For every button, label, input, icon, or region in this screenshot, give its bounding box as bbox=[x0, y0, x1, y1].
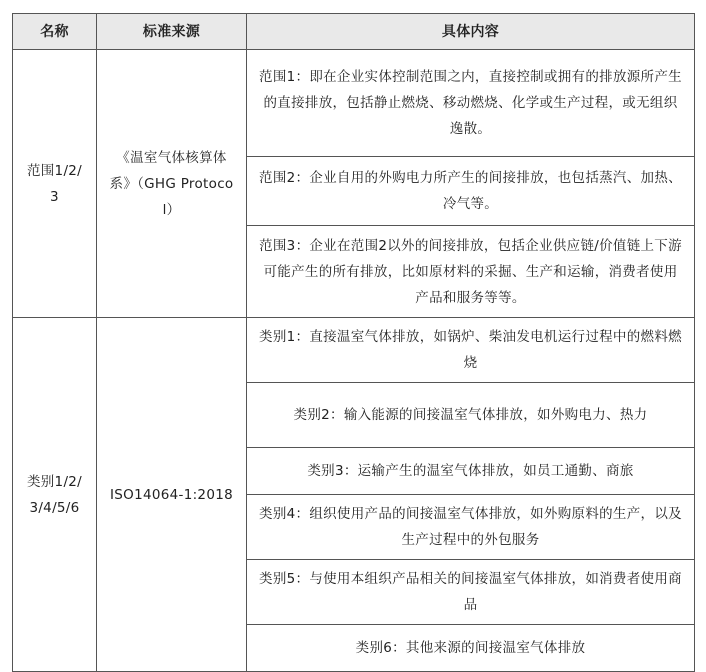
header-source: 标准来源 bbox=[97, 14, 247, 50]
group-name: 范围1/2/3 bbox=[13, 50, 97, 318]
content-cell: 类别2：输入能源的间接温室气体排放，如外购电力、热力 bbox=[247, 383, 695, 448]
header-name: 名称 bbox=[13, 14, 97, 50]
header-content: 具体内容 bbox=[247, 14, 695, 50]
group-name: 类别1/2/3/4/5/6 bbox=[13, 318, 97, 672]
header-row bbox=[13, 14, 695, 50]
group-source: 《温室气体核算体系》（GHG Protocol） bbox=[97, 50, 247, 318]
content-cell: 类别6：其他来源的间接温室气体排放 bbox=[247, 625, 695, 672]
content-cell: 范围3：企业在范围2以外的间接排放，包括企业供应链/价值链上下游可能产生的所有排放，比如原材料的采掘、生产和运输，消费者使用产品和服务等等。 bbox=[247, 226, 695, 318]
content-cell: 范围2：企业自用的外购电力所产生的间接排放，也包括蒸汽、加热、冷气等。 bbox=[247, 157, 695, 226]
content-cell: 类别1：直接温室气体排放，如锅炉、柴油发电机运行过程中的燃料燃烧 bbox=[247, 318, 695, 383]
group-source: ISO14064-1:2018 bbox=[97, 318, 247, 672]
content-cell: 类别5：与使用本组织产品相关的间接温室气体排放，如消费者使用商品 bbox=[247, 560, 695, 625]
content-cell: 范围1：即在企业实体控制范围之内，直接控制或拥有的排放源所产生的直接排放，包括静止燃烧、移动燃烧、化学或生产过程，或无组织逸散。 bbox=[247, 50, 695, 157]
emissions-table bbox=[12, 13, 695, 672]
table-row bbox=[13, 318, 695, 383]
content-cell: 类别4：组织使用产品的间接温室气体排放，如外购原料的生产，以及生产过程中的外包服务 bbox=[247, 495, 695, 560]
content-cell: 类别3：运输产生的温室气体排放，如员工通勤、商旅 bbox=[247, 448, 695, 495]
table-row bbox=[13, 50, 695, 157]
